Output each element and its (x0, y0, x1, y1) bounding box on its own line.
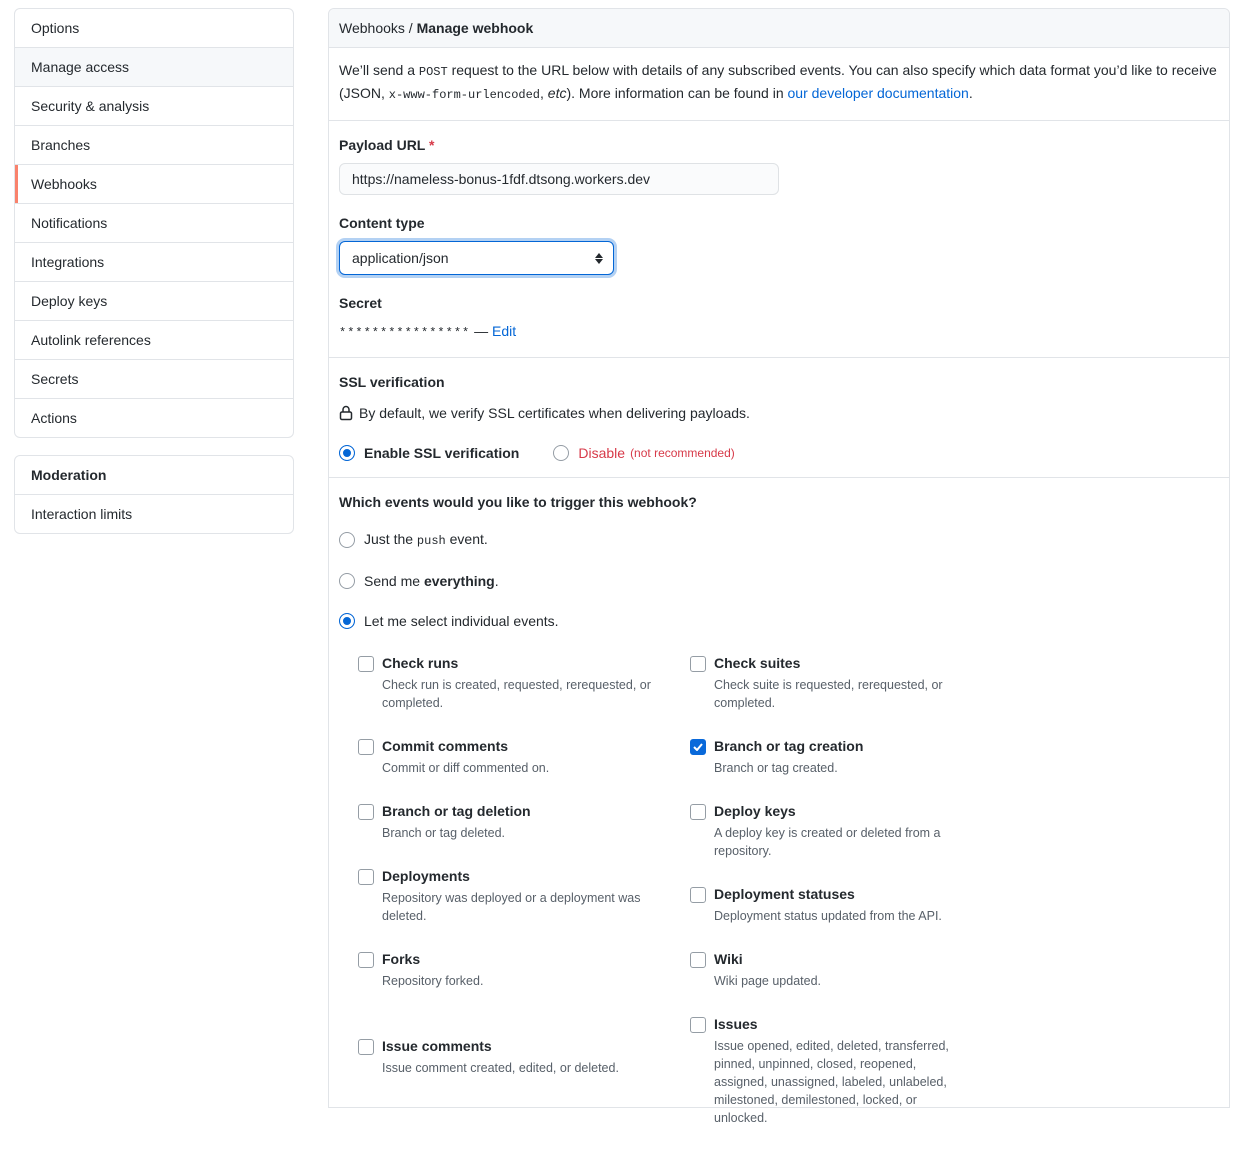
settings-sidebar (14, 8, 294, 534)
event-description: Check run is created, requested, rerequested, or completed. (382, 678, 651, 710)
secret-separator: — (474, 323, 489, 339)
send-everything-radio-option[interactable] (339, 571, 1219, 591)
event-item-forks (358, 949, 674, 990)
event-description: Issue opened, edited, deleted, transferred, pinned, unpinned, closed, reopened, assigned, unassigned, labeled, unlabeled, milestoned, demilestoned, locked, or unlocked. (714, 1039, 949, 1125)
event-title: Branch or tag creation (714, 738, 864, 754)
sidebar-item-label: Integrations (31, 254, 105, 270)
events-heading: Which events would you like to trigger this webhook? (339, 494, 697, 510)
radio-label: Let me select individual events. (364, 613, 559, 629)
developer-documentation-link[interactable]: our developer documentation (787, 85, 969, 101)
event-description: Branch or tag created. (714, 761, 838, 775)
event-title: Issues (714, 1016, 758, 1032)
manage-webhook-panel (328, 8, 1230, 1125)
event-title: Wiki (714, 951, 743, 967)
settings-nav (14, 8, 294, 438)
event-item-wiki (690, 949, 958, 990)
event-checkbox-grid (358, 653, 1219, 1151)
sidebar-item-label: Manage access (31, 59, 130, 75)
event-item-issue-comments (358, 1036, 674, 1077)
event-checkbox-row[interactable] (358, 736, 674, 757)
disable-ssl-radio-option[interactable] (553, 443, 734, 463)
event-item-deployment-statuses (690, 884, 958, 925)
code-post: POST (418, 65, 448, 79)
sidebar-item-actions[interactable] (15, 398, 293, 437)
event-description: A deploy key is created or deleted from a repository. (714, 826, 941, 858)
event-description: Repository forked. (382, 974, 484, 988)
event-title: Commit comments (382, 738, 509, 754)
radio-icon (553, 445, 569, 461)
radio-label: Send me everything. (364, 573, 499, 589)
sidebar-item-integrations[interactable] (15, 242, 293, 281)
sidebar-item-secrets[interactable] (15, 359, 293, 398)
checkbox-icon (690, 804, 706, 820)
sidebar-item-options[interactable] (15, 9, 293, 47)
intro-text: request to the URL below with details of any subscribed events. You can also specify which data format you’d like to receive (JSON, (339, 62, 1217, 101)
sidebar-item-label: Branches (31, 137, 91, 153)
ssl-verification-section (329, 358, 1229, 478)
intro-etc: etc (547, 85, 567, 101)
sidebar-item-deploy-keys[interactable] (15, 281, 293, 320)
ssl-note (339, 403, 1219, 423)
webhook-intro-text (329, 48, 1229, 121)
checkbox-icon (358, 656, 374, 672)
event-item-check-runs (358, 653, 674, 712)
just-push-radio-option[interactable] (339, 529, 1219, 551)
label-text: Payload URL (339, 137, 426, 153)
secret-row (339, 321, 1219, 343)
select-updown-icon (595, 253, 603, 264)
event-title: Issue comments (382, 1038, 492, 1054)
event-item-deployments (358, 866, 674, 925)
sidebar-item-label: Security & analysis (31, 98, 150, 114)
checkbox-icon (358, 869, 374, 885)
ssl-heading: SSL verification (339, 374, 445, 390)
code-urlencoded: x-www-form-urlencoded (388, 88, 541, 102)
moderation-header: Moderation (31, 467, 107, 483)
disable-ssl-label: Disable (578, 445, 626, 461)
ssl-radio-group (339, 443, 1219, 463)
event-description: Deployment status updated from the API. (714, 909, 942, 923)
sidebar-item-security-analysis[interactable] (15, 86, 293, 125)
content-type-value: application/json (352, 250, 449, 266)
radio-icon (339, 532, 355, 548)
sidebar-item-autolink-references[interactable] (15, 320, 293, 359)
checkbox-icon (358, 1039, 374, 1055)
checkbox-icon (690, 952, 706, 968)
event-item-issues (690, 1014, 958, 1127)
intro-text: . (968, 85, 973, 101)
radio-icon (339, 613, 355, 629)
sidebar-item-webhooks[interactable] (15, 164, 293, 203)
payload-url-input[interactable] (339, 163, 779, 195)
disable-ssl-note: (not recommended) (630, 446, 735, 460)
event-column-right (690, 653, 958, 1151)
event-item-deploy-keys (690, 801, 958, 860)
event-title: Deploy keys (714, 803, 796, 819)
sidebar-item-interaction-limits[interactable] (15, 494, 293, 533)
event-checkbox-row[interactable] (358, 801, 674, 822)
checkbox-icon (358, 739, 374, 755)
event-description: Repository was deployed or a deployment was deleted. (382, 891, 641, 923)
event-checkbox-row[interactable] (690, 736, 958, 757)
event-title: Check runs (382, 655, 459, 671)
sidebar-item-label: Secrets (31, 371, 79, 387)
event-checkbox-row[interactable] (690, 949, 958, 970)
checkbox-icon (358, 804, 374, 820)
masked-secret: **************** (339, 326, 471, 340)
enable-ssl-label: Enable SSL verification (364, 445, 520, 461)
checkbox-icon (690, 656, 706, 672)
events-section (329, 478, 1229, 1165)
sidebar-item-label: Notifications (31, 215, 108, 231)
breadcrumb-separator: / (404, 20, 417, 36)
webhook-form-section (329, 121, 1229, 358)
event-item-branch-tag-deletion (358, 801, 674, 842)
event-title: Branch or tag deletion (382, 803, 531, 819)
intro-text: ). More information can be found in (566, 85, 788, 101)
event-column-left (358, 653, 674, 1151)
event-description: Issue comment created, edited, or deleted. (382, 1061, 619, 1075)
event-checkbox-row[interactable] (358, 1036, 674, 1057)
required-asterisk: * (429, 137, 435, 153)
sidebar-item-manage-access[interactable] (15, 47, 293, 86)
event-checkbox-row[interactable] (358, 949, 674, 970)
ssl-note-text: By default, we verify SSL certificates when delivering payloads. (359, 405, 750, 421)
event-item-commit-comments (358, 736, 674, 777)
event-item-check-suites (690, 653, 958, 712)
sidebar-item-label: Interaction limits (31, 506, 133, 522)
payload-url-label (339, 135, 1219, 156)
sidebar-item-label: Options (31, 20, 80, 36)
sidebar-item-label: Webhooks (31, 176, 97, 192)
event-checkbox-row[interactable] (690, 653, 958, 674)
secret-edit-link[interactable]: Edit (492, 323, 517, 339)
sidebar-item-label: Deploy keys (31, 293, 108, 309)
intro-text: We’ll send a (339, 62, 419, 78)
page-title: Manage webhook (416, 20, 534, 36)
radio-icon (339, 573, 355, 589)
radio-icon (339, 445, 355, 461)
event-checkbox-row[interactable] (690, 1014, 958, 1035)
checkbox-icon (690, 739, 706, 755)
event-title: Deployments (382, 868, 470, 884)
event-checkbox-row[interactable] (358, 653, 674, 674)
lock-icon (339, 405, 353, 421)
active-indicator (15, 165, 18, 203)
sidebar-item-notifications[interactable] (15, 203, 293, 242)
content-type-select[interactable] (339, 241, 614, 275)
event-checkbox-row[interactable] (358, 866, 674, 887)
sidebar-item-label: Actions (31, 410, 77, 426)
event-title: Forks (382, 951, 421, 967)
event-description: Check suite is requested, rerequested, or completed. (714, 678, 943, 710)
enable-ssl-radio-option[interactable] (339, 443, 519, 463)
checkbox-icon (358, 952, 374, 968)
intro-text: , (540, 85, 548, 101)
secret-label: Secret (339, 295, 382, 311)
breadcrumb-webhooks-link[interactable]: Webhooks (339, 20, 405, 36)
checkbox-icon (690, 1017, 706, 1033)
content-type-label: Content type (339, 215, 425, 231)
checkbox-icon (690, 887, 706, 903)
event-checkbox-row[interactable] (690, 884, 958, 905)
breadcrumb (329, 9, 1229, 48)
event-description: Wiki page updated. (714, 974, 822, 988)
event-description: Commit or diff commented on. (382, 761, 550, 775)
event-item-branch-tag-creation (690, 736, 958, 777)
moderation-nav (14, 455, 294, 534)
radio-label: Just the push event. (364, 531, 488, 548)
event-title: Deployment statuses (714, 886, 855, 902)
event-title: Check suites (714, 655, 801, 671)
sidebar-item-label: Autolink references (31, 332, 151, 348)
event-description: Branch or tag deleted. (382, 826, 505, 840)
sidebar-item-branches[interactable] (15, 125, 293, 164)
select-individual-radio-option[interactable] (339, 611, 1219, 631)
event-checkbox-row[interactable] (690, 801, 958, 822)
